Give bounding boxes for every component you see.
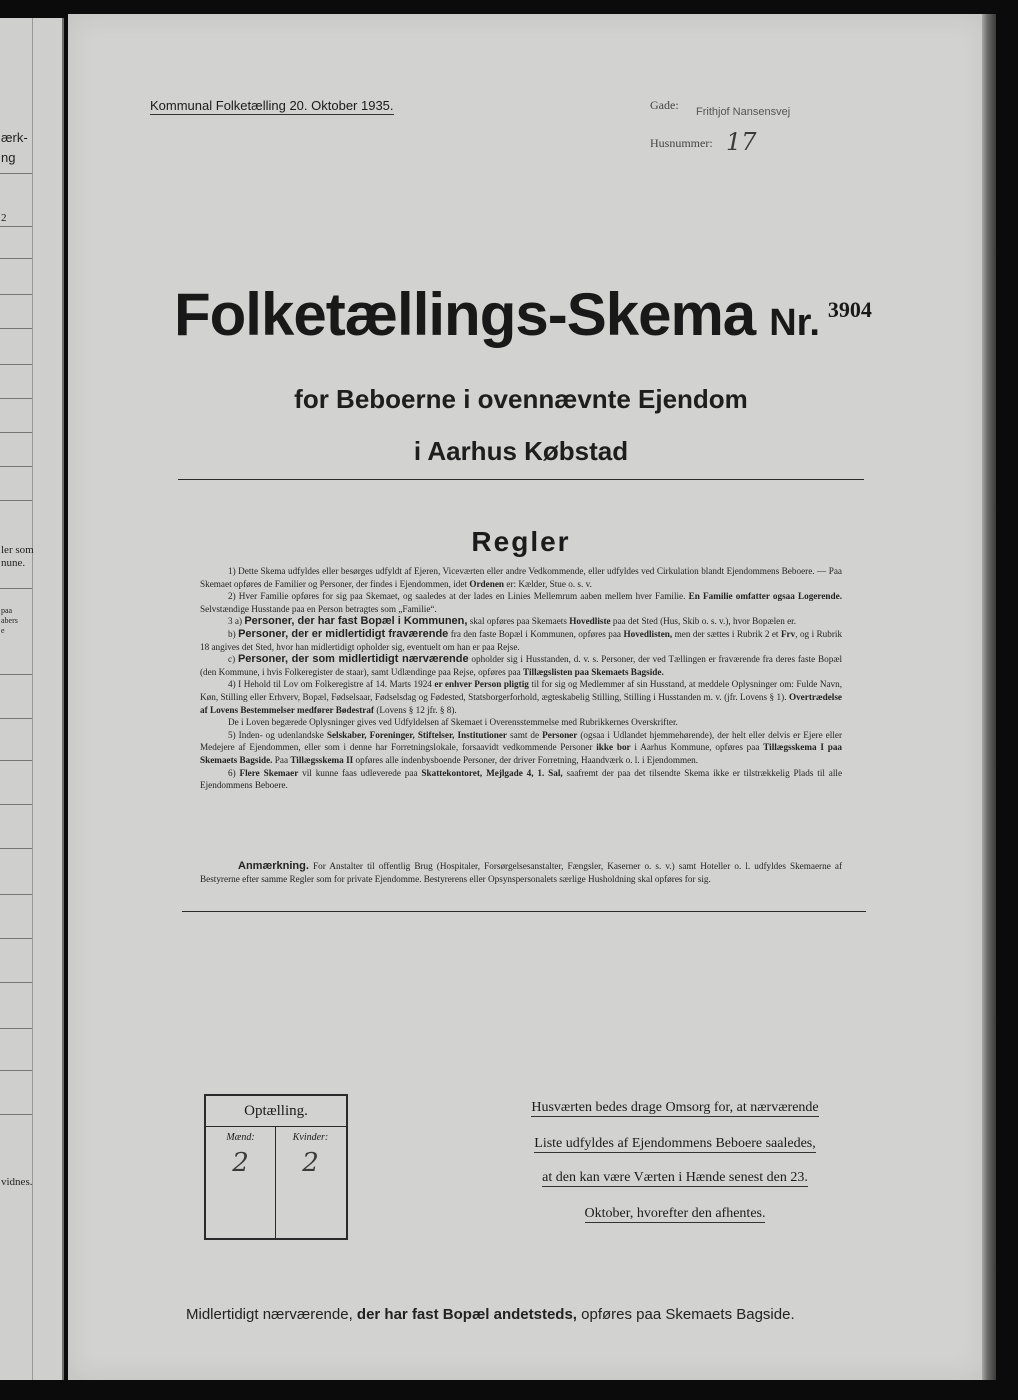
- row-rule: [0, 1070, 32, 1071]
- rules-heading: Regler: [471, 526, 571, 557]
- row-rule: [0, 982, 32, 983]
- rule-5: 5) Inden- og udenlandske Selskaber, Foreninger, Stiftelser, Institutioner samt de Personer (ogsaa i Udlandet hjemmehørende), der helt eller delvis er Ejere eller Medejere af Ejendommen, eller som i denne har Forretningslokale, forsaavidt vedkommende Personer ikke bor i Aarhus Kommune, opføres paa Tillægsskema I paa Skemaets Bagside. Paa Tillægsskema II opføres alle indenbysboende Personer, der driver Forretning, Haandværk o. l. i Ejendommen.: [200, 729, 843, 765]
- rules-text: [200, 565, 842, 792]
- form-number-label: Nr.: [769, 302, 820, 344]
- fragment-text: ærk-: [1, 130, 28, 145]
- fragment-text: e: [1, 626, 5, 635]
- form-title-main: Folketællings-Skema: [174, 281, 756, 348]
- row-rule: [0, 226, 32, 227]
- row-rule: [0, 1114, 32, 1115]
- row-rule: [0, 173, 32, 174]
- row-rule: [0, 466, 32, 467]
- row-rule: [0, 894, 32, 895]
- rule-3c: c) Personer, der som midlertidigt nærværende opholder sig i Husstanden, d. v. s. Personer, der ved Tællingen er fraværende fra deres faste Bopæl (den Kommune, i hvis Folkeregister de staar), samt Udlændinge paa Rejse, opføres paa Tillægslisten paa Skemaets Bagside.: [200, 653, 843, 677]
- instruction-line: at den kan være Værten i Hænde senest den 23.: [542, 1170, 808, 1185]
- form-location: i Aarhus Købstad: [413, 436, 629, 466]
- gade-value: Frithjof Nansensvej: [696, 106, 791, 118]
- fragment-text: 2: [1, 212, 7, 224]
- row-rule: [0, 328, 32, 329]
- rule-4-extra: De i Loven begærede Oplysninger gives ved Udfyldelsen af Skemaet i Overensstemmelse med Rubrikkernes Overskrifter.: [228, 717, 678, 728]
- remark: [200, 860, 842, 885]
- tally-divider: [275, 1127, 276, 1238]
- row-rule: [0, 1028, 32, 1029]
- footer-note: Midlertidigt nærværende, der har fast Bopæl andetsteds, opføres paa Skemaets Bagside.: [186, 1306, 795, 1323]
- instruction-line: Liste udfyldes af Ejendommens Beboere saaledes,: [534, 1136, 816, 1151]
- gade-label: Gade:: [650, 98, 679, 112]
- rule-1: 1) Dette Skema udfyldes eller besørges udfyldt af Ejeren, Viceværten eller andre Vedkommende, eller udfyldes ved Cirkulation blandt Ejendommens Beboere. — Paa Skemaet opføres de Familier og Personer, der findes i Ejendommen, idet Ordenen er: Kælder, Stue o. s. v.: [200, 566, 842, 589]
- page-edge: [982, 14, 996, 1380]
- row-rule: [0, 760, 32, 761]
- row-rule: [0, 718, 32, 719]
- row-rule: [0, 674, 32, 675]
- row-rule: [0, 364, 32, 365]
- census-header: Kommunal Folketælling 20. Oktober 1935.: [150, 98, 394, 113]
- divider: [182, 911, 866, 912]
- row-rule: [0, 500, 32, 501]
- row-rule: [0, 804, 32, 805]
- rule-6: 6) Flere Skemaer vil kunne faas udleverede paa Skattekontoret, Mejlgade 4, 1. Sal, saafremt der paa det tilsendte Skema ikke er tilstrækkelig Plads til alle Ejendommens Beboere.: [200, 767, 843, 791]
- husnummer-value: 17: [726, 128, 757, 156]
- remark-label: Anmærkning.: [238, 860, 309, 872]
- row-rule: [0, 398, 32, 399]
- fragment-text: paa: [1, 606, 13, 615]
- row-rule: [0, 258, 32, 259]
- row-rule: [0, 938, 32, 939]
- form-title: [174, 280, 872, 349]
- row-rule: [0, 294, 32, 295]
- men-label: Mænd:: [226, 1132, 255, 1143]
- remark-text: For Anstalter til offentlig Brug (Hospitaler, Forsørgelsesanstalter, Fængsler, Kaserner o. s. v.) samt Hoteller o. l. udfyldes Skemaerne af Bestyrerne efter samme Regler som for private Ejendomme. Bestyrerens eller Opsynspersonalets særlige Husholdning skal opføres for sig.: [200, 861, 842, 884]
- fragment-text: abers: [1, 616, 18, 625]
- form-number: 3904: [827, 297, 872, 322]
- tally-title: Optælling.: [206, 1096, 346, 1127]
- fragment-text: ng: [1, 150, 16, 165]
- women-count: 2: [302, 1148, 319, 1178]
- women-label: Kvinder:: [292, 1132, 329, 1143]
- tally-box: [204, 1094, 348, 1240]
- fragment-text: nune.: [1, 557, 26, 569]
- row-rule: [0, 848, 32, 849]
- divider: [178, 479, 864, 480]
- rule-4: 4) I Hehold til Lov om Folkeregistre af 14. Marts 1924 er enhver Person pligtig til for sig og Medlemmer af sin Husstand, at meddele Oplysninger om: Fulde Navn, Køn, Stilling eller Erhverv, Bopæl, Fødselsaar, Fødselsdag og Fødested, Statsborgerforhold, ægteskabelig Stilling, Stilling i Husstanden m. v. (jfr. Lovens § 1). Overtrædelse af Lovens Bestemmelser medfører Bødestraf (Lovens § 12 jfr. § 8).: [200, 679, 843, 715]
- rule-2: 2) Hver Familie opføres for sig paa Skemaet, og saaledes at der lades en Linies Mellemrum aaben mellem hver Familie. En Familie omfatter ogsaa Logerende. Selvstændige Husstande paa en Person betragtes som „Familie“.: [200, 591, 842, 614]
- row-rule: [0, 432, 32, 433]
- fragment-text: ler som: [1, 544, 34, 556]
- form-subtitle: for Beboerne i ovennævnte Ejendom: [294, 384, 748, 414]
- instruction-line: Oktober, hvorefter den afhentes.: [584, 1206, 766, 1221]
- husnummer-label: Husnummer:: [650, 136, 713, 150]
- men-count: 2: [232, 1148, 249, 1178]
- row-rule: [0, 588, 32, 589]
- rule-3a: 3 a) Personer, der har fast Bopæl i Kommunen, skal opføres paa Skemaets Hovedliste paa det Sted (Hus, Skib o. s. v.), hvor Bopælen er.: [228, 615, 797, 628]
- fragment-text: vidnes.: [1, 1176, 33, 1188]
- census-form-page: [68, 14, 986, 1380]
- rule-3b: b) Personer, der er midlertidigt fraværende fra den faste Bopæl i Kommunen, opføres paa Hovedlisten, men der sættes i Rubrik 2 et Frv, og i Rubrik 18 angives det Sted, hvor han midlertidigt opholder sig, eventuelt om han er paa Rejse.: [200, 627, 843, 652]
- instruction-line: Husværten bedes drage Omsorg for, at nærværende: [531, 1100, 819, 1115]
- adjacent-page: [0, 18, 64, 1380]
